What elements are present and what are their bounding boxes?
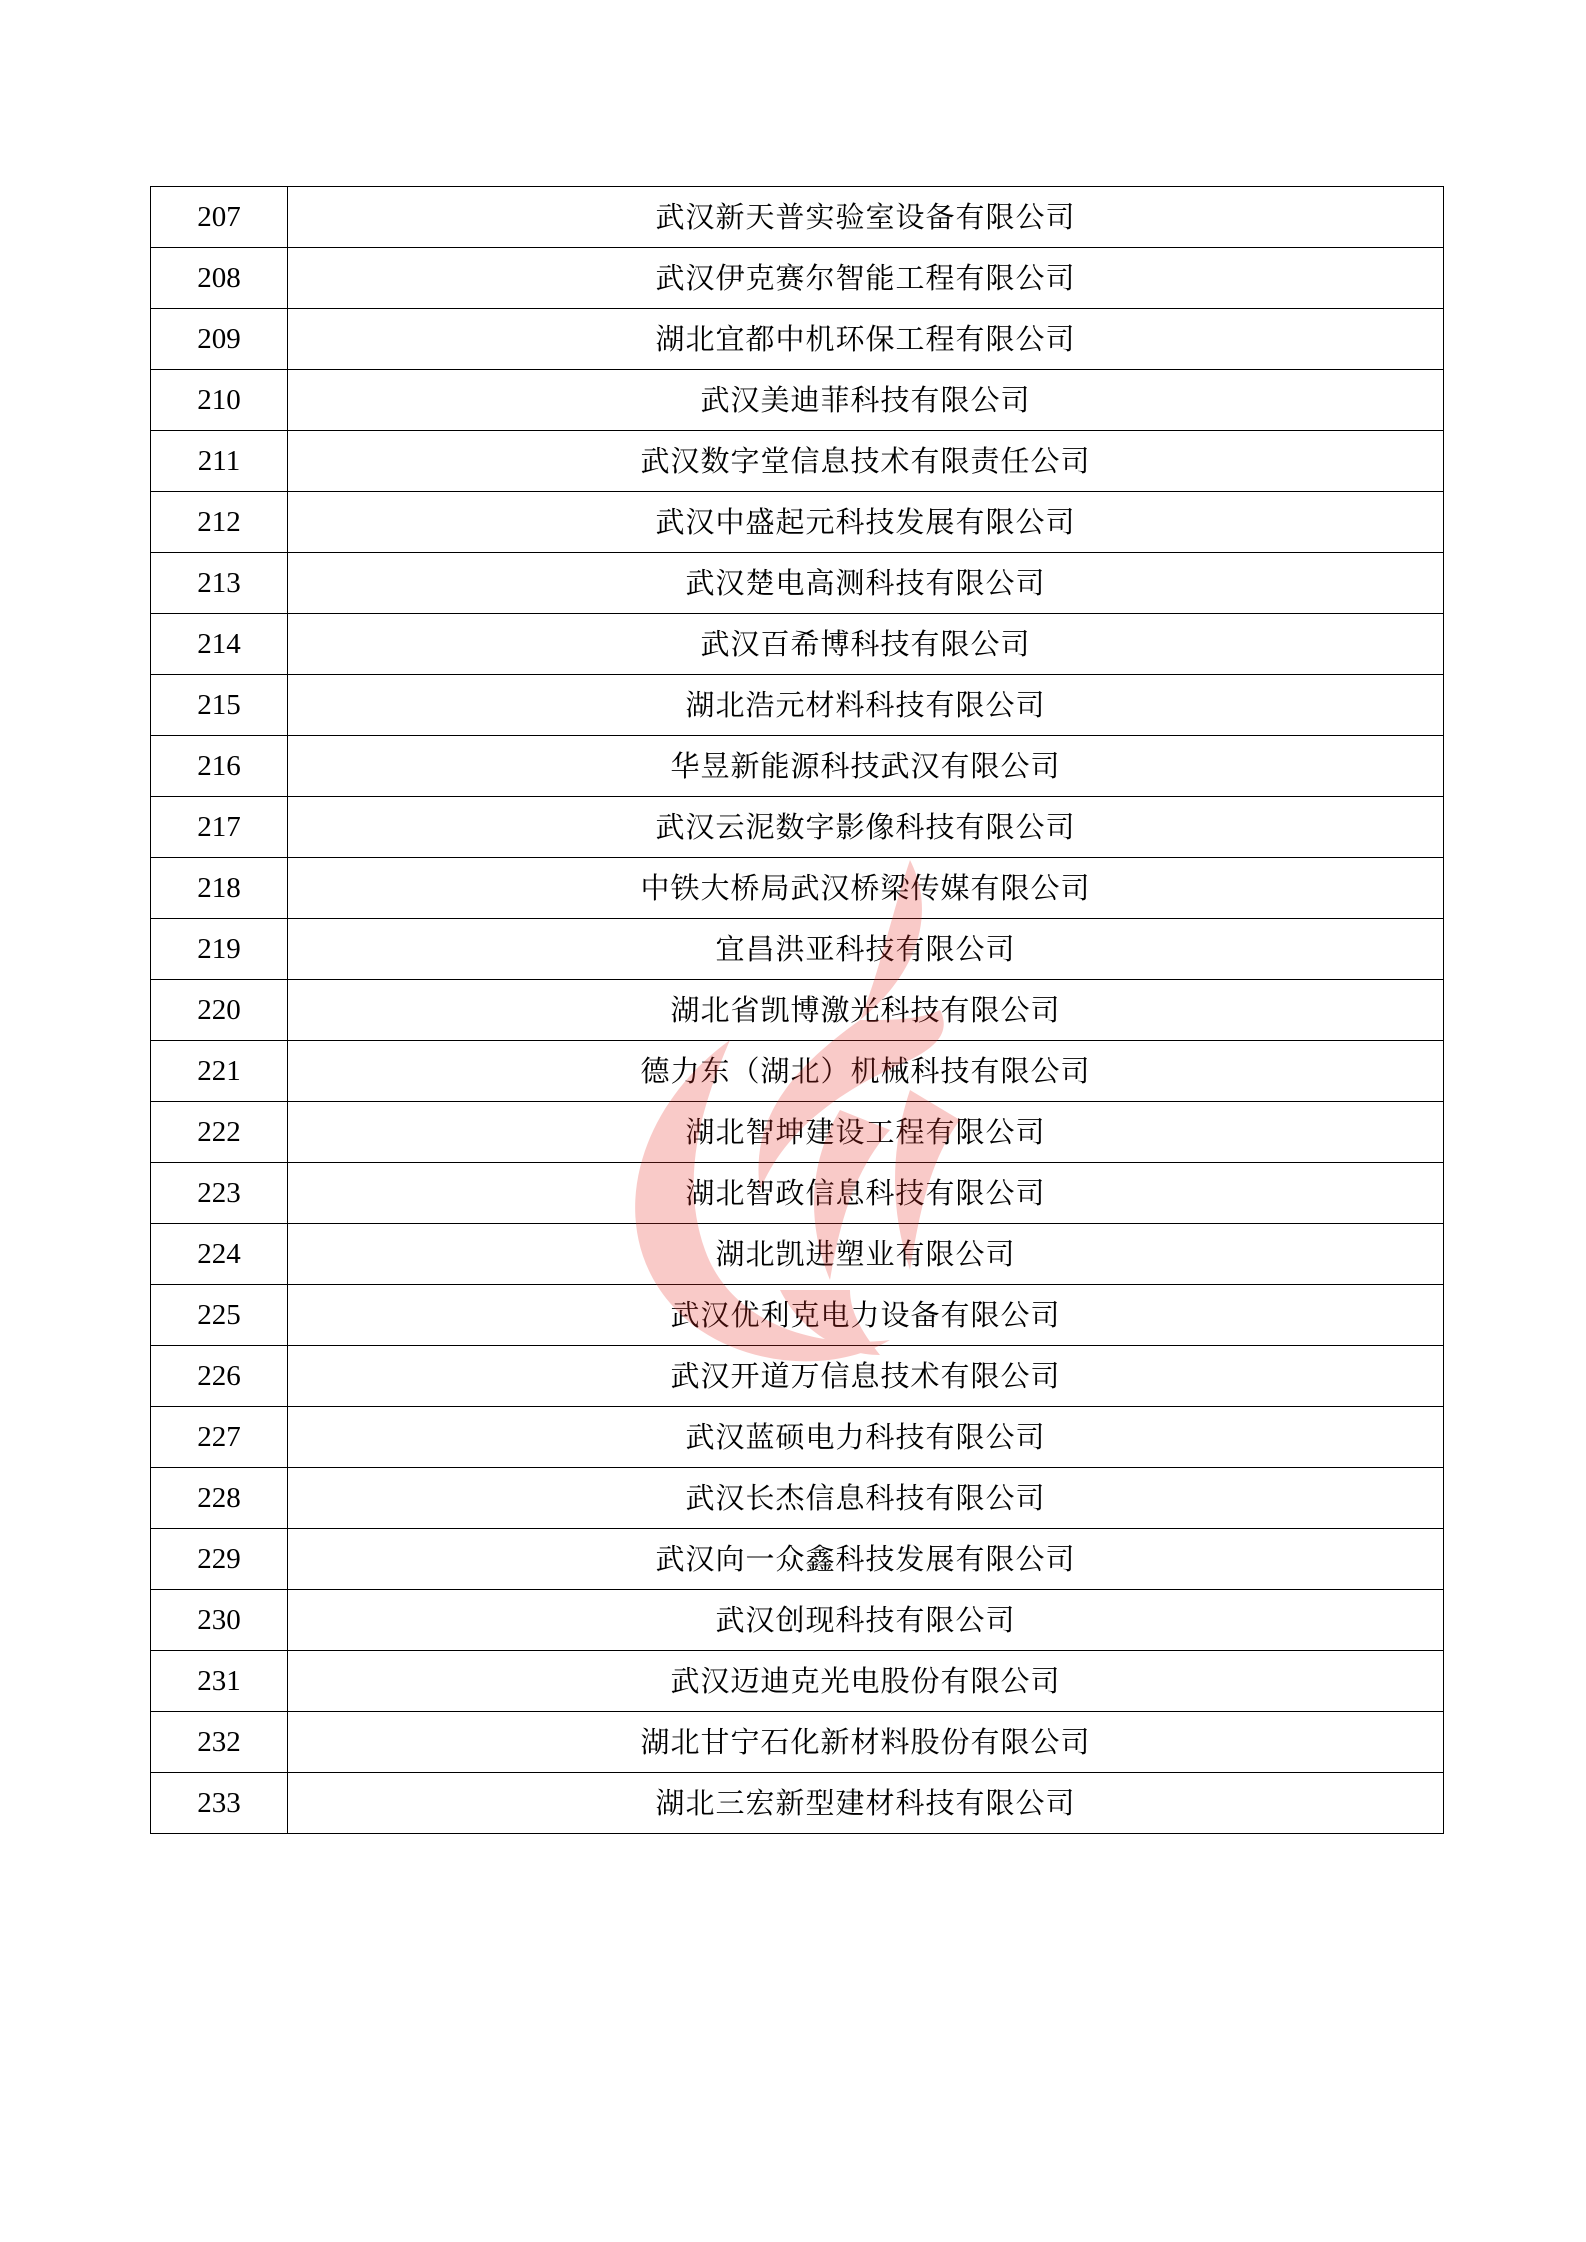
company-name: 湖北浩元材料科技有限公司 [288, 675, 1444, 736]
company-name: 德力东（湖北）机械科技有限公司 [288, 1041, 1444, 1102]
table-row [151, 431, 1444, 492]
company-name: 武汉云泥数字影像科技有限公司 [288, 797, 1444, 858]
row-number: 224 [151, 1224, 288, 1285]
company-name: 湖北三宏新型建材科技有限公司 [288, 1773, 1444, 1834]
row-number: 225 [151, 1285, 288, 1346]
company-name: 武汉美迪菲科技有限公司 [288, 370, 1444, 431]
table-row [151, 1407, 1444, 1468]
company-name: 武汉长杰信息科技有限公司 [288, 1468, 1444, 1529]
company-name: 武汉百希博科技有限公司 [288, 614, 1444, 675]
row-number: 230 [151, 1590, 288, 1651]
table-row [151, 248, 1444, 309]
company-name: 武汉创现科技有限公司 [288, 1590, 1444, 1651]
company-name: 湖北凯进塑业有限公司 [288, 1224, 1444, 1285]
company-name: 湖北甘宁石化新材料股份有限公司 [288, 1712, 1444, 1773]
row-number: 211 [151, 431, 288, 492]
table-row [151, 1651, 1444, 1712]
company-name: 湖北宜都中机环保工程有限公司 [288, 309, 1444, 370]
company-name: 武汉迈迪克光电股份有限公司 [288, 1651, 1444, 1712]
table-row [151, 1224, 1444, 1285]
row-number: 214 [151, 614, 288, 675]
company-name: 武汉新天普实验室设备有限公司 [288, 187, 1444, 248]
table-row [151, 1163, 1444, 1224]
table-row [151, 1285, 1444, 1346]
row-number: 233 [151, 1773, 288, 1834]
company-name: 武汉中盛起元科技发展有限公司 [288, 492, 1444, 553]
table-row [151, 492, 1444, 553]
company-name: 宜昌洪亚科技有限公司 [288, 919, 1444, 980]
row-number: 217 [151, 797, 288, 858]
table-row [151, 980, 1444, 1041]
table-row [151, 1346, 1444, 1407]
table-row [151, 1102, 1444, 1163]
row-number: 208 [151, 248, 288, 309]
table-row [151, 553, 1444, 614]
company-list-table [150, 186, 1444, 1834]
table-row [151, 797, 1444, 858]
table-row [151, 614, 1444, 675]
row-number: 223 [151, 1163, 288, 1224]
table-row [151, 675, 1444, 736]
table-row [151, 858, 1444, 919]
company-name: 武汉蓝硕电力科技有限公司 [288, 1407, 1444, 1468]
row-number: 228 [151, 1468, 288, 1529]
company-name: 中铁大桥局武汉桥梁传媒有限公司 [288, 858, 1444, 919]
company-name: 武汉向一众鑫科技发展有限公司 [288, 1529, 1444, 1590]
table-row [151, 1468, 1444, 1529]
company-name: 武汉楚电高测科技有限公司 [288, 553, 1444, 614]
row-number: 229 [151, 1529, 288, 1590]
table-row [151, 187, 1444, 248]
table-row [151, 1712, 1444, 1773]
company-name: 武汉伊克赛尔智能工程有限公司 [288, 248, 1444, 309]
row-number: 219 [151, 919, 288, 980]
row-number: 212 [151, 492, 288, 553]
table-row [151, 1041, 1444, 1102]
company-name: 湖北省凯博激光科技有限公司 [288, 980, 1444, 1041]
company-name: 华昱新能源科技武汉有限公司 [288, 736, 1444, 797]
row-number: 218 [151, 858, 288, 919]
company-name: 湖北智坤建设工程有限公司 [288, 1102, 1444, 1163]
row-number: 226 [151, 1346, 288, 1407]
company-name: 武汉数字堂信息技术有限责任公司 [288, 431, 1444, 492]
row-number: 215 [151, 675, 288, 736]
table-row [151, 1773, 1444, 1834]
row-number: 232 [151, 1712, 288, 1773]
table-row [151, 370, 1444, 431]
company-name: 湖北智政信息科技有限公司 [288, 1163, 1444, 1224]
row-number: 222 [151, 1102, 288, 1163]
row-number: 220 [151, 980, 288, 1041]
table-row [151, 736, 1444, 797]
row-number: 231 [151, 1651, 288, 1712]
company-name: 武汉优利克电力设备有限公司 [288, 1285, 1444, 1346]
company-name: 武汉开道万信息技术有限公司 [288, 1346, 1444, 1407]
row-number: 227 [151, 1407, 288, 1468]
table-row [151, 919, 1444, 980]
row-number: 221 [151, 1041, 288, 1102]
row-number: 216 [151, 736, 288, 797]
table-row [151, 1590, 1444, 1651]
row-number: 209 [151, 309, 288, 370]
row-number: 213 [151, 553, 288, 614]
table-row [151, 1529, 1444, 1590]
table-row [151, 309, 1444, 370]
row-number: 210 [151, 370, 288, 431]
row-number: 207 [151, 187, 288, 248]
table-body [151, 187, 1444, 1834]
